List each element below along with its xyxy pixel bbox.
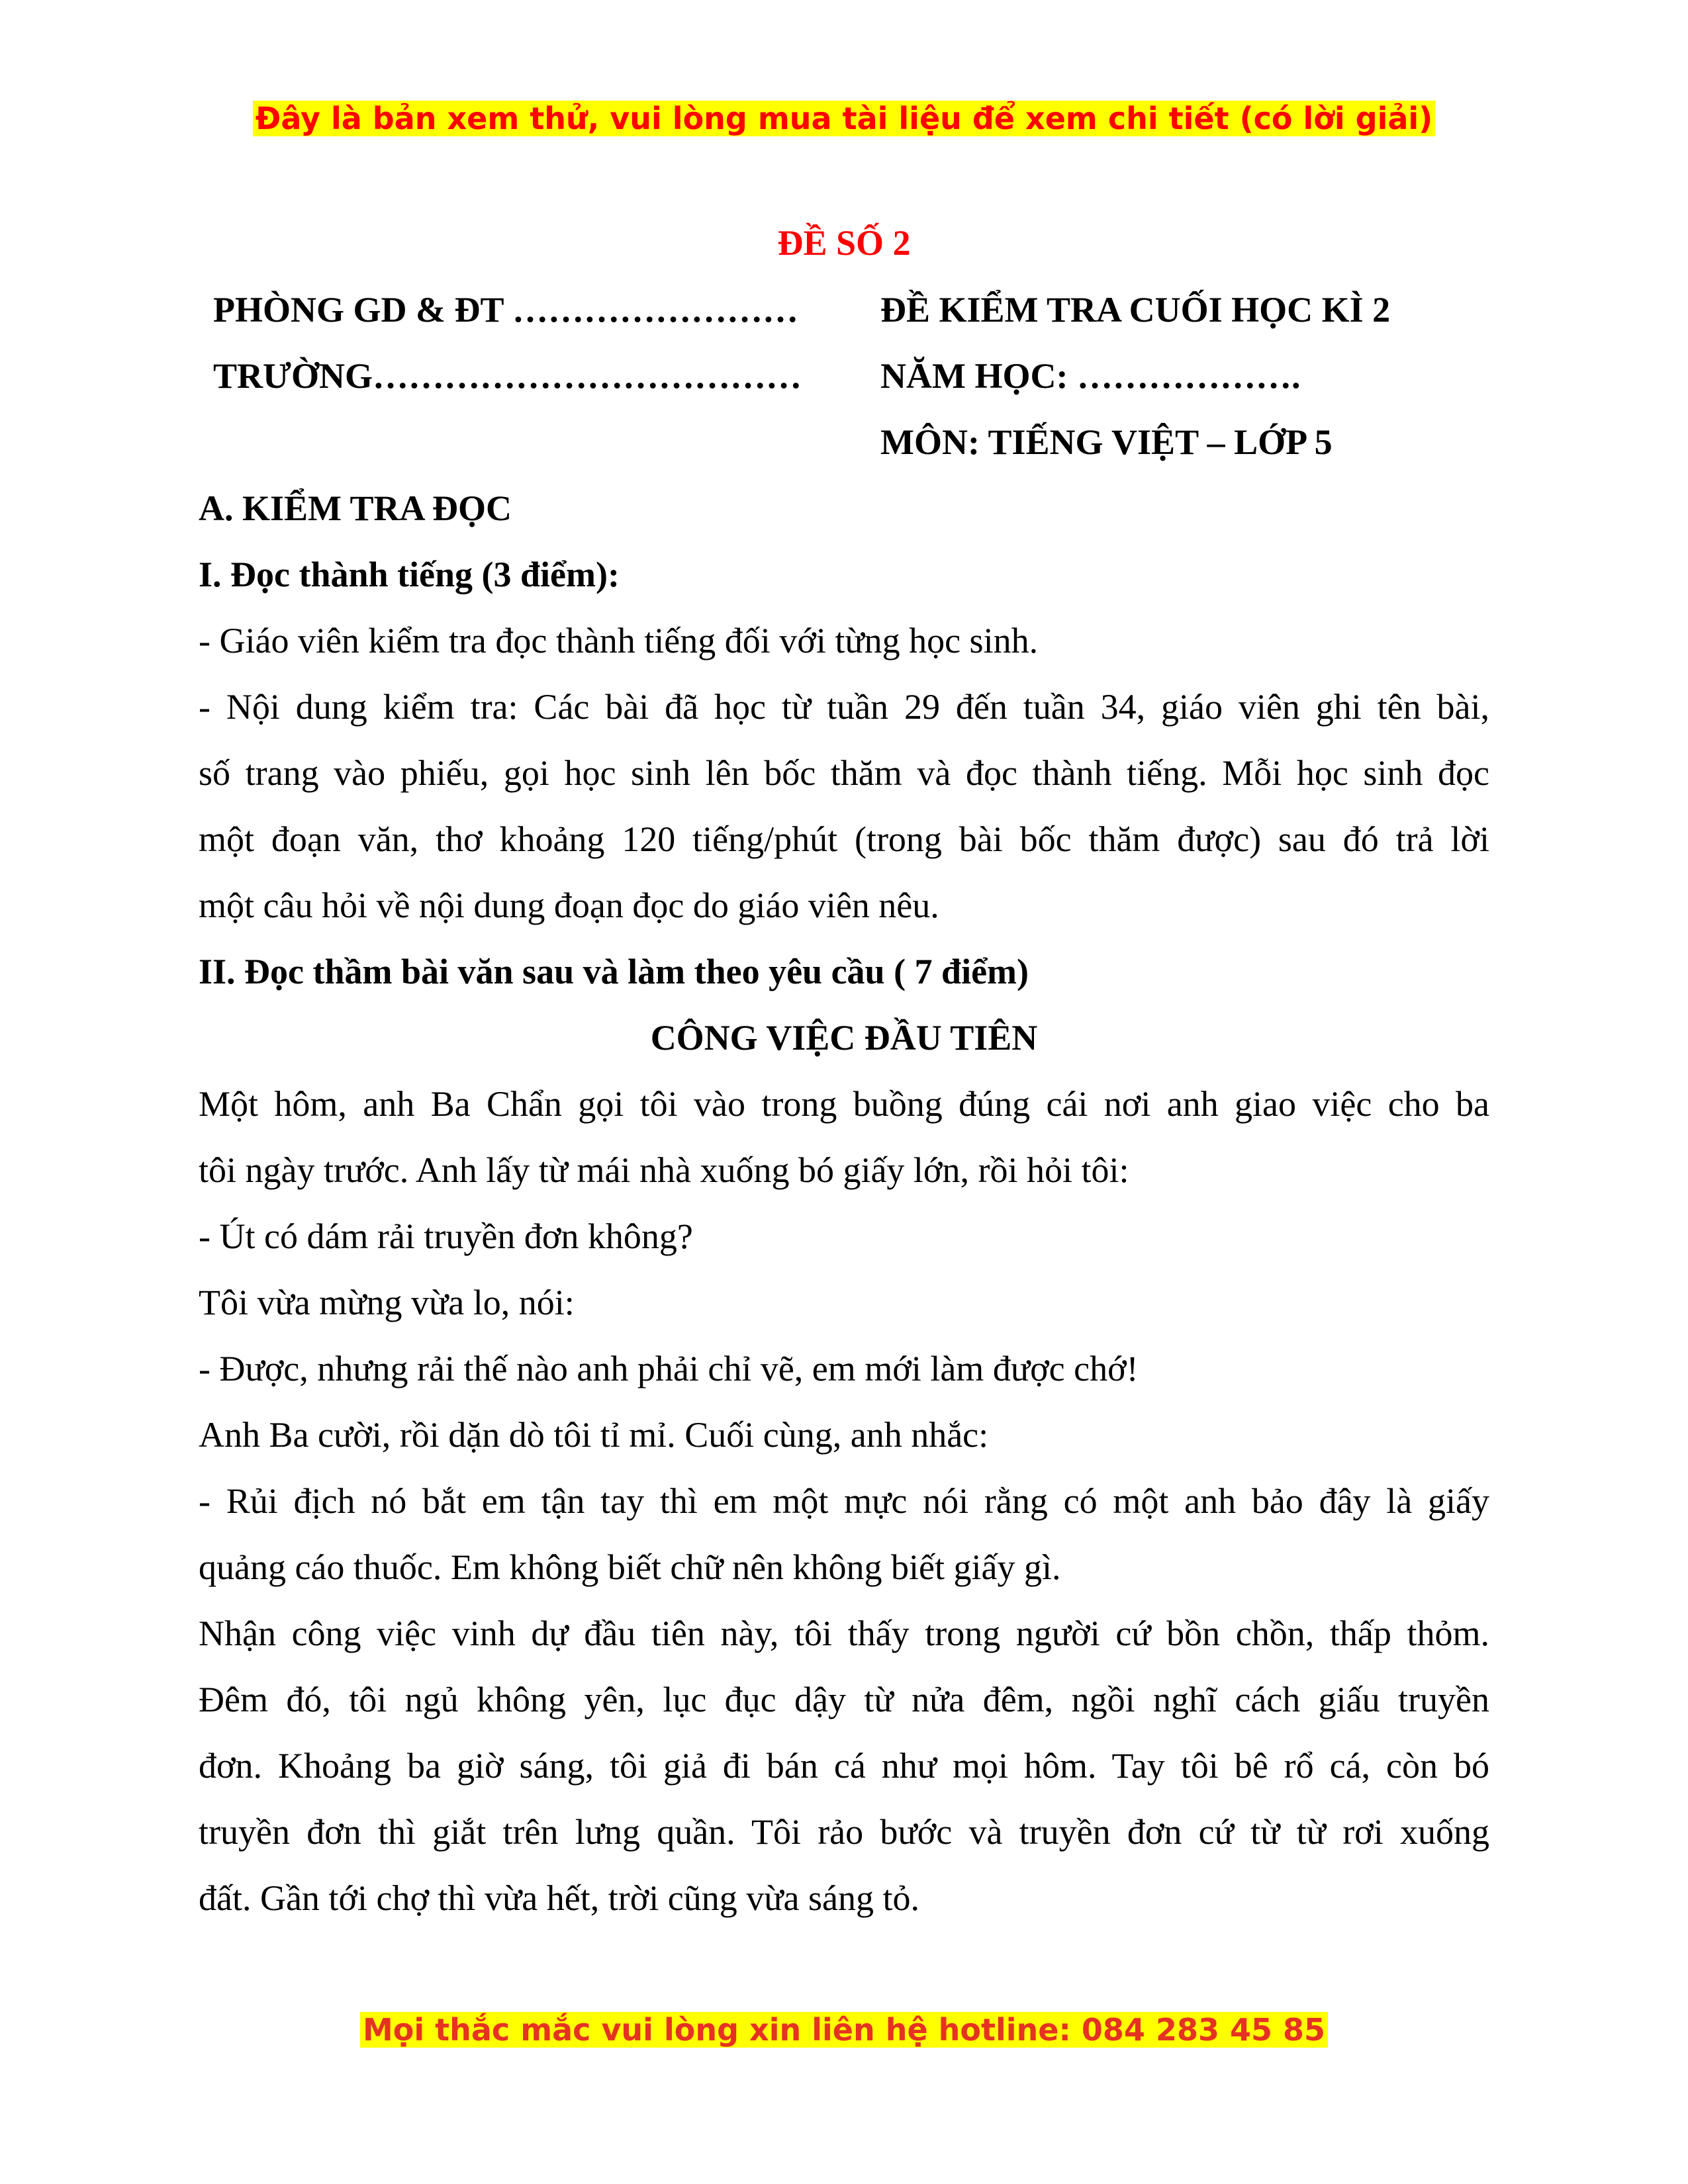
part-1-line: - Giáo viên kiểm tra đọc thành tiếng đối với từng học sinh. <box>199 621 1039 660</box>
part-1-line: số trang vào phiếu, gọi học sinh lên bốc thăm và đọc thành tiếng. Mỗi học sinh đọc <box>199 753 1489 793</box>
story-line: - Út có dám rải truyền đơn không? <box>199 1216 693 1256</box>
exam-number: ĐỀ SỐ 2 <box>777 223 911 263</box>
header-school: TRƯỜNG……………………………… <box>213 356 802 396</box>
story-title: CÔNG VIỆC ĐẦU TIÊN <box>650 1018 1038 1058</box>
story-line: - Rủi địch nó bắt em tận tay thì em một mực nói rằng có một anh bảo đây là giấy <box>199 1481 1489 1521</box>
part-1-heading: I. Đọc thành tiếng (3 điểm): <box>199 555 620 594</box>
section-a-heading: A. KIỂM TRA ĐỌC <box>199 488 512 528</box>
story-line: đất. Gần tới chợ thì vừa hết, trời cũng vừa sáng tỏ. <box>199 1878 919 1918</box>
hotline-text: Mọi thắc mắc vui lòng xin liên hệ hotline: 084 283 45 85 <box>360 2012 1328 2048</box>
header-department: PHÒNG GD & ĐT …………………… <box>213 290 799 330</box>
part-1-line: một đoạn văn, thơ khoảng 120 tiếng/phút (trong bài bốc thăm được) sau đó trả lời <box>199 819 1489 859</box>
part-1-line: một câu hỏi về nội dung đoạn đọc do giáo viên nêu. <box>199 886 939 925</box>
story-line: Một hôm, anh Ba Chẩn gọi tôi vào trong buồng đúng cái nơi anh giao việc cho ba <box>199 1084 1489 1124</box>
part-2-heading: II. Đọc thầm bài văn sau và làm theo yêu cầu ( 7 điểm) <box>199 952 1029 991</box>
story-line: Đêm đó, tôi ngủ không yên, lục đục dậy từ nửa đêm, ngồi nghĩ cách giấu truyền <box>199 1680 1489 1719</box>
story-line: Anh Ba cười, rồi dặn dò tôi tỉ mỉ. Cuối cùng, anh nhắc: <box>199 1415 989 1455</box>
story-line: tôi ngày trước. Anh lấy từ mái nhà xuống bó giấy lớn, rồi hỏi tôi: <box>199 1150 1129 1190</box>
hotline-banner <box>0 2009 1688 2050</box>
header-exam-title: ĐỀ KIỂM TRA CUỐI HỌC KÌ 2 <box>880 290 1391 330</box>
story-line: quảng cáo thuốc. Em không biết chữ nên không biết giấy gì. <box>199 1547 1061 1587</box>
story-line: truyền đơn thì giắt trên lưng quần. Tôi rảo bước và truyền đơn cứ từ từ rơi xuống <box>199 1812 1489 1852</box>
story-line: Nhận công việc vinh dự đầu tiên này, tôi thấy trong người cứ bồn chồn, thấp thỏm. <box>199 1614 1489 1653</box>
story-line: đơn. Khoảng ba giờ sáng, tôi giả đi bán cá như mọi hôm. Tay tôi bê rổ cá, còn bó <box>199 1746 1489 1786</box>
preview-notice-banner <box>0 98 1688 139</box>
story-line: Tôi vừa mừng vừa lo, nói: <box>199 1283 575 1322</box>
preview-notice-text: Đây là bản xem thử, vui lòng mua tài liệu để xem chi tiết (có lời giải) <box>253 101 1435 136</box>
story-line: - Được, nhưng rải thế nào anh phải chỉ vẽ, em mới làm được chớ! <box>199 1349 1139 1388</box>
header-subject: MÔN: TIẾNG VIỆT – LỚP 5 <box>880 422 1333 462</box>
header-school-year: NĂM HỌC: ………………. <box>880 356 1301 396</box>
part-1-line: - Nội dung kiểm tra: Các bài đã học từ tuần 29 đến tuần 34, giáo viên ghi tên bài, <box>199 687 1489 727</box>
